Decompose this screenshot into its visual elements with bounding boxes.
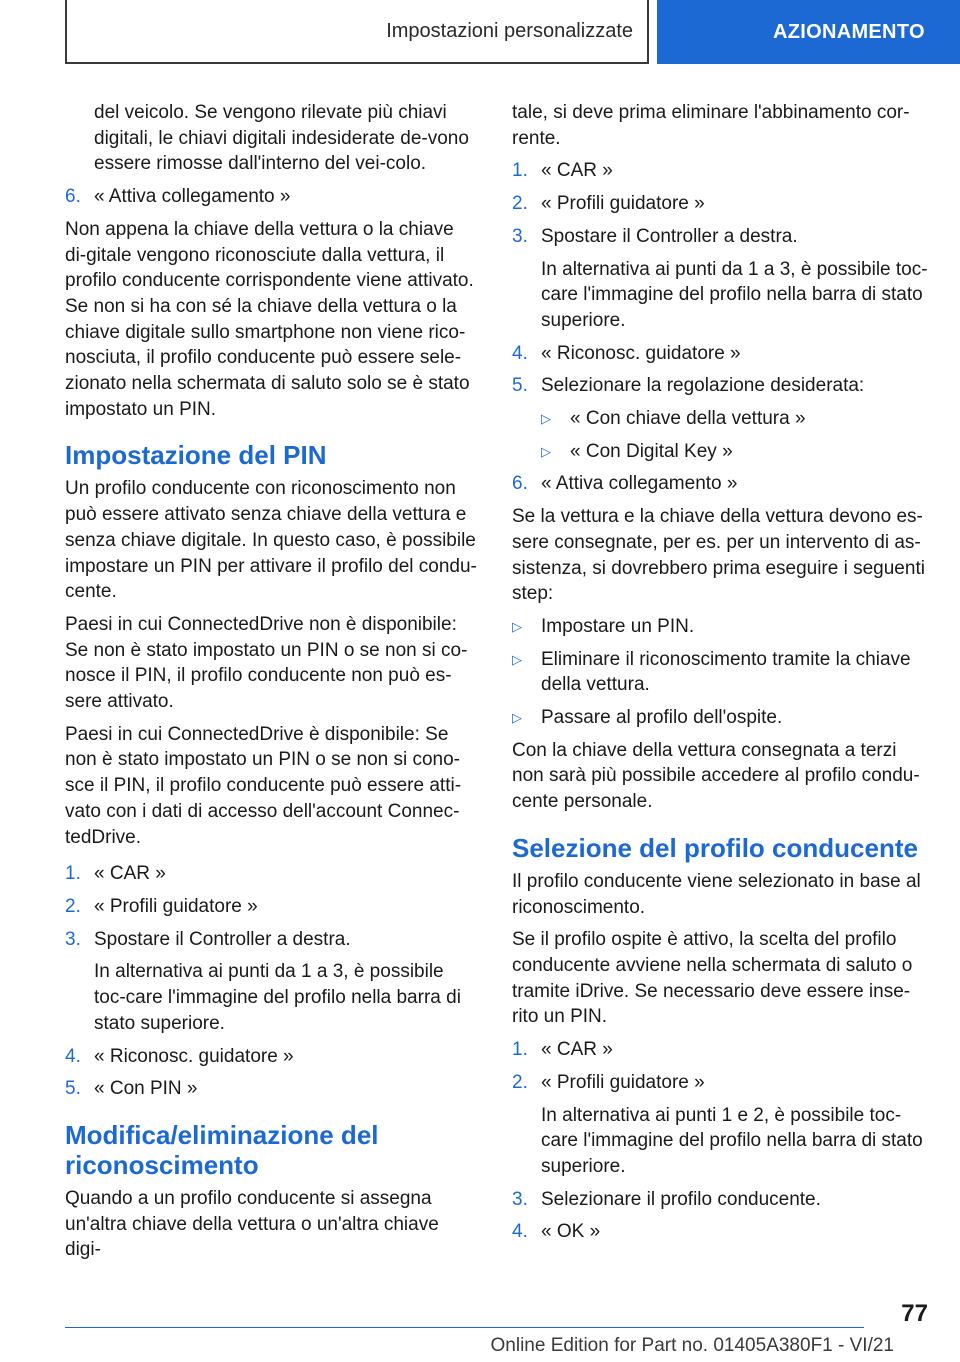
step-number: 1. — [512, 160, 528, 182]
heading-selezione: Selezione del profilo conducente — [512, 832, 918, 863]
step-number: 3. — [512, 1188, 528, 1210]
step-text: Selezionare il profilo conducente. — [541, 1188, 821, 1210]
continued-text: tale, si deve prima eliminare l'abbinamento cor-rente. — [512, 102, 910, 149]
sub-list-item — [512, 439, 928, 465]
step-text: Spostare il Controller a destra. — [541, 225, 798, 247]
paragraph: Se la vettura e la chiave della vettura devono es-sere consegnate, per es. per un intervento di as-sistenza, si dovrebbero prima eseguire i seguenti step: — [512, 506, 925, 605]
step-number: 6. — [65, 186, 81, 208]
step-number: 2. — [512, 193, 528, 215]
bullet-text: Passare al profilo dell'ospite. — [541, 707, 783, 729]
triangle-bullet-icon: ▷ — [512, 710, 522, 726]
triangle-bullet-icon: ▷ — [541, 411, 551, 427]
continued-text: del veicolo. Se vengono rilevate più chiavi digitali, le chiavi digitali indesiderate de-vono essere rimosse dall'interno del vei-colo. — [94, 102, 469, 175]
left-column — [65, 100, 479, 1270]
heading-modifica: Modifica/eliminazione del riconoscimento — [65, 1119, 379, 1180]
list-item — [512, 191, 928, 217]
step-number: 1. — [65, 863, 81, 885]
list-item — [512, 1187, 928, 1213]
step-text: « Attiva collegamento » — [94, 186, 291, 208]
step-number: 3. — [65, 928, 81, 950]
list-item — [512, 341, 928, 367]
triangle-bullet-icon: ▷ — [541, 443, 551, 459]
chapter-title: AZIONAMENTO — [773, 20, 925, 43]
step-text: « CAR » — [541, 1039, 613, 1061]
list-item — [512, 1037, 928, 1063]
list-item — [65, 894, 479, 920]
step-number: 4. — [512, 1221, 528, 1243]
footer-divider — [65, 1327, 864, 1328]
section-title: Impostazioni personalizzate — [386, 19, 633, 42]
step-number: 2. — [65, 895, 81, 917]
step-text: « Profili guidatore » — [94, 895, 258, 917]
step-text: « Profili guidatore » — [541, 1071, 705, 1093]
paragraph: Con la chiave della vettura consegnata a terzi non sarà più possibile accedere al profilo condu-cente personale. — [512, 739, 920, 813]
list-item — [65, 1076, 479, 1102]
list-item — [512, 471, 928, 497]
step-text: « Profili guidatore » — [541, 193, 705, 215]
paragraph: Paesi in cui ConnectedDrive è disponibile: Se non è stato impostato un PIN o se non si cono-sce il PIN, il profilo conducente può essere atti-vato con i dati di accesso dell'account Connec-tedDrive. — [65, 723, 462, 848]
step-text: « CAR » — [94, 863, 166, 885]
triangle-bullet-icon: ▷ — [512, 618, 522, 634]
list-item — [512, 224, 928, 250]
step-number: 5. — [512, 375, 528, 397]
edition-note: Online Edition for Part no. 01405A380F1 - VI/21 — [490, 1335, 894, 1356]
list-item — [65, 927, 479, 953]
step-number: 3. — [512, 225, 528, 247]
step-note: In alternativa ai punti da 1 a 3, è possibile toc-care l'immagine del profilo nella barra di stato superiore. — [541, 258, 928, 331]
header-section-title — [65, 0, 649, 64]
list-item — [512, 158, 928, 184]
bullet-text: Impostare un PIN. — [541, 615, 695, 637]
bullet-text: Eliminare il riconoscimento tramite la chiave della vettura. — [541, 648, 911, 696]
option-text: « Con chiave della vettura » — [570, 408, 806, 430]
bullet-item — [512, 614, 928, 640]
step-number: 5. — [65, 1078, 81, 1100]
page-number: 77 — [901, 1300, 928, 1327]
paragraph: Non appena la chiave della vettura o la chiave di-gitale vengono riconosciute dalla vettura, il profilo conducente corrispondente viene attivato. Se non si ha con sé la chiave della vettura o la chiave digitale sullo smartphone non viene rico-nosciuta, il profilo conducente può essere sele-zionato nella schermata di saluto solo se è stato impostato un PIN. — [65, 218, 474, 420]
option-text: « Con Digital Key » — [570, 440, 733, 462]
step-text: « OK » — [541, 1221, 601, 1243]
right-column — [512, 100, 928, 1252]
step-text: Selezionare la regolazione desiderata: — [541, 375, 865, 397]
step-note: In alternativa ai punti da 1 a 3, è possibile toc-care l'immagine del profilo nella barra di stato superiore. — [94, 961, 461, 1034]
list-item — [65, 1044, 479, 1070]
list-item — [65, 861, 479, 887]
bullet-item — [512, 705, 928, 731]
sub-list-item — [512, 406, 928, 432]
list-item — [512, 373, 928, 399]
paragraph: Paesi in cui ConnectedDrive non è disponibile: Se non è stato impostato un PIN o se non si co-nosce il PIN, il profilo conducente non può es-sere attivato. — [65, 613, 468, 713]
list-item — [512, 1070, 928, 1096]
paragraph: Se il profilo ospite è attivo, la scelta del profilo conducente avviene nella schermata di saluto o tramite iDrive. Se necessario deve essere inse-rito un PIN. — [512, 929, 913, 1028]
paragraph: Un profilo conducente con riconoscimento non può essere attivato senza chiave della vettura e senza chiave digitale. In questo caso, è possibile impostare un PIN per attivare il profilo del condu-cente. — [65, 478, 477, 603]
step-note: In alternativa ai punti 1 e 2, è possibile toc-care l'immagine del profilo nella barra di stato superiore. — [541, 1104, 923, 1177]
paragraph: Quando a un profilo conducente si assegna un'altra chiave della vettura o un'altra chiave digi- — [65, 1187, 439, 1261]
step-number: 2. — [512, 1071, 528, 1093]
step-number: 4. — [65, 1045, 81, 1067]
step-number: 6. — [512, 473, 528, 495]
step-text: Spostare il Controller a destra. — [94, 928, 351, 950]
heading-pin: Impostazione del PIN — [65, 440, 327, 471]
paragraph: Il profilo conducente viene selezionato in base al riconoscimento. — [512, 870, 921, 918]
step-text: « Con PIN » — [94, 1078, 198, 1100]
list-item — [512, 1219, 928, 1245]
step-number: 4. — [512, 342, 528, 364]
step-text: « Attiva collegamento » — [541, 473, 738, 495]
bullet-item — [512, 647, 928, 698]
chapter-tab — [657, 0, 960, 64]
list-item — [65, 184, 479, 210]
step-text: « Riconosc. guidatore » — [94, 1045, 294, 1067]
step-number: 1. — [512, 1039, 528, 1061]
step-text: « Riconosc. guidatore » — [541, 342, 741, 364]
step-text: « CAR » — [541, 160, 613, 182]
triangle-bullet-icon: ▷ — [512, 651, 522, 667]
